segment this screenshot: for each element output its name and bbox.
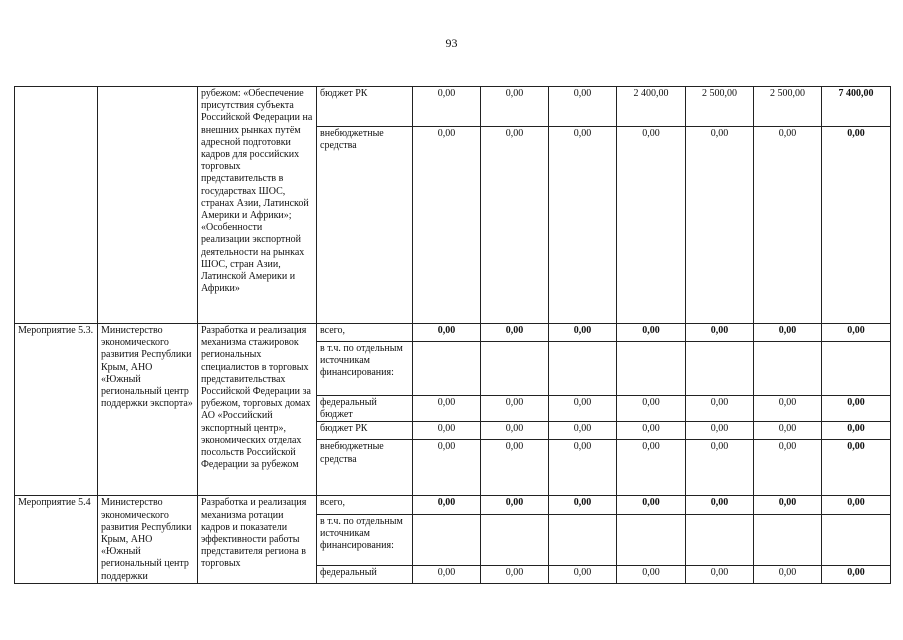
year-value-cell: [754, 514, 822, 565]
year-value-cell: [617, 342, 686, 396]
year-value-cell: 0,00: [481, 565, 549, 583]
year-value-cell: [617, 514, 686, 565]
year-value-cell: [686, 514, 754, 565]
year-value-cell: 0,00: [481, 396, 549, 422]
year-value-cell: 0,00: [413, 422, 481, 440]
funding-source-cell: внебюджетные средства: [317, 127, 413, 324]
year-value-cell: 0,00: [617, 324, 686, 342]
description-cell: Разработка и реализация механизма стажировок региональных специалистов в торговых представительствах Российской Федерации за рубежом, торговых домах АО «Российский экспортный центр», экономических отделах посольств Российской Федерации за рубежом: [198, 324, 317, 496]
year-value-cell: 0,00: [549, 440, 617, 496]
year-value-cell: 0,00: [754, 396, 822, 422]
year-value-cell: 0,00: [413, 87, 481, 127]
year-value-cell: 0,00: [413, 396, 481, 422]
event-cell: Мероприятие 5.4: [15, 496, 98, 583]
executor-cell: Министерство экономического развития Республики Крым, АНО «Южный региональный центр поддержки: [98, 496, 198, 583]
year-value-cell: 0,00: [481, 324, 549, 342]
year-value-cell: 0,00: [754, 565, 822, 583]
total-value-cell: 0,00: [822, 440, 891, 496]
total-value-cell: 0,00: [822, 565, 891, 583]
year-value-cell: 0,00: [549, 422, 617, 440]
year-value-cell: 0,00: [549, 324, 617, 342]
year-value-cell: [413, 514, 481, 565]
year-value-cell: 0,00: [413, 565, 481, 583]
year-value-cell: 0,00: [549, 496, 617, 514]
total-value-cell: 0,00: [822, 496, 891, 514]
year-value-cell: 0,00: [413, 127, 481, 324]
total-value-cell: 0,00: [822, 324, 891, 342]
year-value-cell: 0,00: [617, 496, 686, 514]
table-row: [15, 324, 891, 342]
year-value-cell: [754, 342, 822, 396]
description-cell: рубежом: «Обеспечение присутствия субъекта Российской Федерации на внешних рынках путём адресной подготовки кадров для российских торговых представительств в государствах ШОС, странах Азии, Латинской Америки и Африки»; «Особенности реализации экспортной деятельности на рынках ШОС, стран Азии, Латинской Америки и Африки»: [198, 87, 317, 324]
funding-source-cell: всего,: [317, 324, 413, 342]
funding-source-cell: всего,: [317, 496, 413, 514]
year-value-cell: 0,00: [754, 440, 822, 496]
year-value-cell: 0,00: [481, 422, 549, 440]
year-value-cell: [413, 342, 481, 396]
funding-table: [14, 86, 891, 584]
total-value-cell: 7 400,00: [822, 87, 891, 127]
funding-source-cell: федеральный бюджет: [317, 396, 413, 422]
year-value-cell: 0,00: [617, 127, 686, 324]
year-value-cell: 0,00: [754, 422, 822, 440]
year-value-cell: 0,00: [549, 565, 617, 583]
total-value-cell: 0,00: [822, 127, 891, 324]
year-value-cell: [686, 342, 754, 396]
year-value-cell: 0,00: [754, 496, 822, 514]
year-value-cell: 0,00: [617, 396, 686, 422]
year-value-cell: 0,00: [549, 396, 617, 422]
funding-source-cell: федеральный: [317, 565, 413, 583]
year-value-cell: 0,00: [617, 565, 686, 583]
page-number: 93: [445, 36, 458, 50]
year-value-cell: 2 500,00: [754, 87, 822, 127]
year-value-cell: 0,00: [686, 396, 754, 422]
executor-cell: Министерство экономического развития Республики Крым, АНО «Южный региональный центр поддержки экспорта»: [98, 324, 198, 496]
total-value-cell: 0,00: [822, 422, 891, 440]
year-value-cell: 0,00: [549, 127, 617, 324]
event-cell: [15, 87, 98, 324]
total-value-cell: [822, 342, 891, 396]
funding-source-cell: в т.ч. по отдельным источникам финансирования:: [317, 342, 413, 396]
year-value-cell: 0,00: [686, 440, 754, 496]
total-value-cell: 0,00: [822, 396, 891, 422]
year-value-cell: [481, 514, 549, 565]
year-value-cell: [549, 342, 617, 396]
year-value-cell: 0,00: [686, 422, 754, 440]
year-value-cell: 0,00: [413, 440, 481, 496]
executor-cell: [98, 87, 198, 324]
year-value-cell: 0,00: [754, 127, 822, 324]
funding-source-cell: в т.ч. по отдельным источникам финансирования:: [317, 514, 413, 565]
year-value-cell: 0,00: [549, 87, 617, 127]
year-value-cell: 0,00: [413, 324, 481, 342]
event-cell: Мероприятие 5.3.: [15, 324, 98, 496]
table-row: [15, 87, 891, 127]
year-value-cell: 0,00: [686, 565, 754, 583]
funding-source-cell: бюджет РК: [317, 422, 413, 440]
funding-source-cell: бюджет РК: [317, 87, 413, 127]
year-value-cell: 0,00: [481, 496, 549, 514]
year-value-cell: 0,00: [686, 127, 754, 324]
total-value-cell: [822, 514, 891, 565]
year-value-cell: 2 400,00: [617, 87, 686, 127]
year-value-cell: 0,00: [481, 87, 549, 127]
year-value-cell: 0,00: [617, 422, 686, 440]
year-value-cell: 0,00: [413, 496, 481, 514]
description-cell: Разработка и реализация механизма ротации кадров и показатели эффективности работы представителя региона в торговых: [198, 496, 317, 583]
year-value-cell: 0,00: [754, 324, 822, 342]
year-value-cell: 2 500,00: [686, 87, 754, 127]
year-value-cell: 0,00: [686, 496, 754, 514]
year-value-cell: 0,00: [686, 324, 754, 342]
year-value-cell: [549, 514, 617, 565]
year-value-cell: 0,00: [481, 440, 549, 496]
year-value-cell: 0,00: [617, 440, 686, 496]
table-row: [15, 496, 891, 514]
funding-source-cell: внебюджетные средства: [317, 440, 413, 496]
year-value-cell: 0,00: [481, 127, 549, 324]
year-value-cell: [481, 342, 549, 396]
